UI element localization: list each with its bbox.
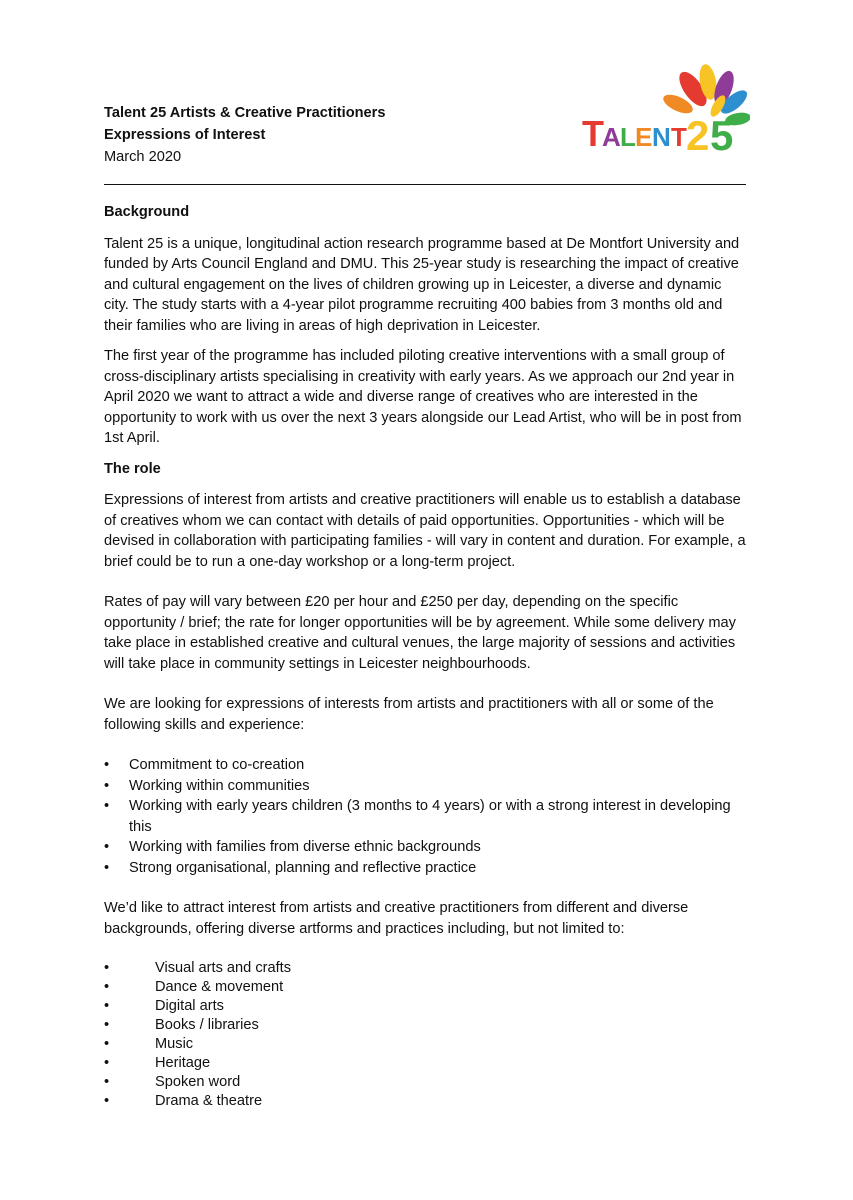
- list-item: • Dance & movement: [104, 979, 284, 995]
- bullet: •: [104, 998, 110, 1014]
- list-item: • Drama & theatre: [104, 1093, 263, 1109]
- list-item: • Working with early years children (3 months to 4 years) or with a strong interest in developing this: [104, 798, 731, 835]
- svg-text:A: A: [602, 122, 621, 152]
- bullet: •: [104, 1074, 110, 1090]
- document-title: Talent 25 Artists & Creative Practitioners: [104, 105, 386, 121]
- document-subtitle: Expressions of Interest: [104, 127, 266, 143]
- bullet: •: [104, 1093, 110, 1109]
- svg-text:2: 2: [686, 112, 710, 159]
- bullet: •: [104, 777, 110, 794]
- list-item: • Working with families from diverse ethnic backgrounds: [104, 837, 749, 858]
- bullet: •: [104, 1055, 110, 1071]
- svg-text:N: N: [652, 122, 671, 152]
- background-paragraph-2: The first year of the programme has included piloting creative interventions with a small group of cross-disciplinary artists specialising in creativity with early years. As we approach our 2nd year in April 2020 we want to attract a wide and diverse range of creatives who are interested in the opportunity to work with us over the next 3 years alongside our Lead Artist, who will be in post from 1st April.: [104, 348, 742, 446]
- document-date: March 2020: [104, 149, 182, 165]
- role-paragraph-4: We’d like to attract interest from artists and creative practitioners from different and diverse backgrounds, offering diverse artforms and practices including, but not limited to:: [104, 900, 689, 937]
- bullet: •: [104, 1017, 110, 1033]
- talent25-logo: [578, 64, 750, 164]
- bullet: •: [104, 798, 110, 814]
- svg-text:5: 5: [710, 112, 734, 159]
- svg-text:E: E: [635, 122, 653, 152]
- list-item: • Music: [104, 1036, 194, 1052]
- role-paragraph-2: Rates of pay will vary between £20 per hour and £250 per day, depending on the specific opportunity / brief; the rate for longer opportunities will be by agreement. While some delivery may take place in established creative and cultural venues, the large majority of sessions and activities will take place in community settings in Leicester neighbourhoods.: [104, 594, 736, 672]
- bullet: •: [104, 979, 110, 995]
- list-item: • Heritage: [104, 1055, 211, 1071]
- list-item: • Spoken word: [104, 1074, 241, 1090]
- bullet: •: [104, 757, 110, 773]
- document-body: [104, 202, 749, 1111]
- skills-list: [104, 755, 749, 878]
- header-divider: [104, 184, 746, 185]
- bullet: •: [104, 960, 110, 976]
- svg-text:T: T: [671, 122, 687, 152]
- svg-text:L: L: [620, 122, 636, 152]
- list-item: • Digital arts: [104, 998, 224, 1014]
- bullet: •: [104, 839, 110, 855]
- role-paragraph-1: Expressions of interest from artists and creative practitioners will enable us to establish a database of creatives whom we can contact with details of paid opportunities. Opportunities - which will be devised in collaboration with participating families - will vary in content and duration. For example, a brief could be to run a one-day workshop or a long-term project.: [104, 492, 746, 570]
- role-paragraph-3: We are looking for expressions of interests from artists and practitioners with all or some of the following skills and experience:: [104, 696, 714, 733]
- list-item: • Books / libraries: [104, 1017, 259, 1033]
- role-heading: The role: [104, 460, 161, 477]
- artforms-list: [104, 959, 749, 1111]
- background-paragraph-1: Talent 25 is a unique, longitudinal action research programme based at De Montfort University and funded by Arts Council England and DMU. This 25-year study is researching the impact of creative and cultural engagement on the lives of children growing up in Leicester, a diverse and dynamic city. The study starts with a 4-year pilot programme recruiting 400 babies from 3 months old and their families who are living in areas of high deprivation in Leicester.: [104, 235, 740, 334]
- bullet: •: [104, 859, 110, 876]
- background-heading: Background: [104, 204, 190, 220]
- list-item: • Working within communities: [104, 776, 749, 797]
- bullet: •: [104, 1036, 110, 1052]
- list-item: • Visual arts and crafts: [104, 960, 292, 976]
- svg-text:T: T: [582, 113, 604, 154]
- list-item: • Commitment to co-creation: [104, 755, 749, 776]
- document-header: [104, 102, 385, 168]
- list-item: • Strong organisational, planning and reflective practice: [104, 858, 749, 879]
